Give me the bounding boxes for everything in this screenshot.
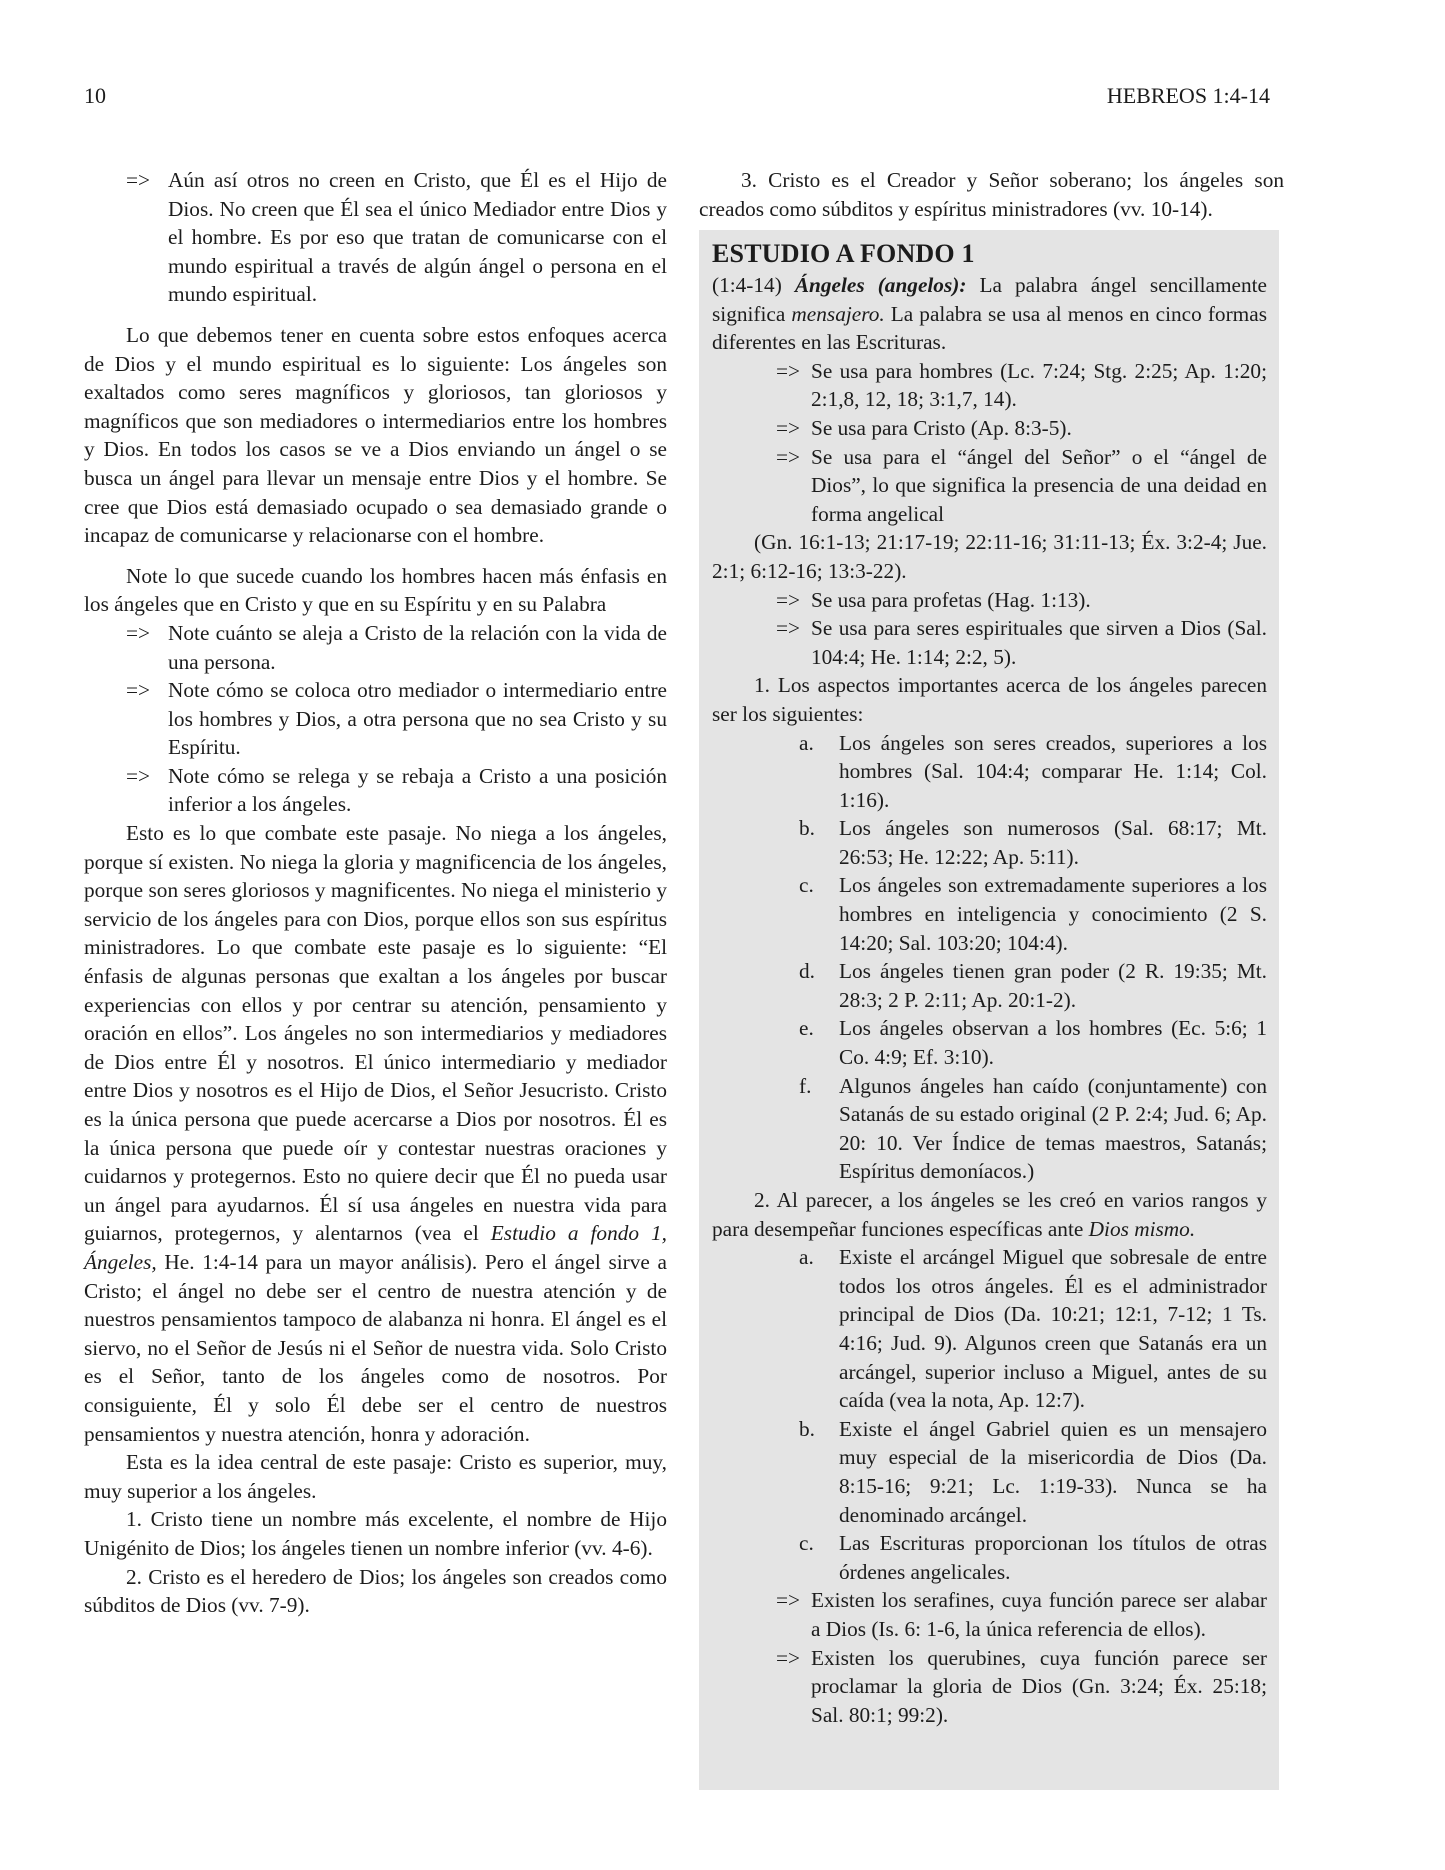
use-item-text: Se usa para Cristo (Ap. 8:3-5).: [811, 415, 1072, 440]
point-1: 1. Cristo tiene un nombre más excelente, el nombre de Hijo Unigénito de Dios; los ángeles tienen un nombre inferior (vv. 4-6).: [84, 1507, 667, 1560]
item-label: b.: [799, 1416, 815, 1441]
note-item: [84, 676, 667, 762]
arrow-symbol: =>: [776, 1588, 801, 1613]
item-label: b.: [799, 816, 815, 841]
cross-reference: Estudio a fondo 1, Ángeles,: [84, 1221, 667, 1274]
use-item: [712, 586, 1267, 615]
arrow-item: [84, 166, 667, 309]
paragraph: Lo que debemos tener en cuenta sobre estos enfoques acerca de Dios y el mundo espiritual es lo siguiente: Los ángeles son exaltados como seres magníficos y gloriosos, tan gloriosos y magníficos que son mediadores o intermediarios entre los hombres y Dios. En todos los casos se ve a Dios enviando un ángel o se busca un ángel para llevar un mensaje entre Dios y el hombre. Se cree que Dios está demasiado ocupado o sea demasiado grande o incapaz de comunicarse y relacionarse con el hombre.: [84, 322, 667, 548]
item-text: Los ángeles son seres creados, superiores a los hombres (Sal. 104:4; comparar He. 1:14; Col. 1:16).: [839, 730, 1267, 812]
aspect-item: [712, 957, 1267, 1014]
point-3: 3. Cristo es el Creador y Señor soberano; los ángeles son creados como súbditos y espíritus ministradores (vv. 10-14).: [699, 168, 1284, 221]
item-label: a.: [799, 730, 814, 755]
use-references: (Gn. 16:1-13; 21:17-19; 22:11-16; 31:11-13; Éx. 3:2-4; Jue. 2:1; 6:12-16; 13:3-22).: [712, 530, 1267, 583]
order-item: [712, 1586, 1267, 1643]
use-item: [712, 414, 1267, 443]
use-item-text: Se usa para profetas (Hag. 1:13).: [811, 587, 1091, 612]
item-text: Los ángeles son numerosos (Sal. 68:17; Mt. 26:53; He. 12:22; Ap. 5:11).: [839, 816, 1267, 869]
item-text: Los ángeles tienen gran poder (2 R. 19:35; Mt. 28:3; 2 P. 2:11; Ap. 20:1-2).: [839, 959, 1267, 1012]
paragraph: Note lo que sucede cuando los hombres hacen más énfasis en los ángeles que en Cristo y que en su Espíritu y en su Palabra: [84, 563, 667, 617]
order-item-text: Existen los querubines, cuya función parece ser proclamar la gloria de Dios (Gn. 3:24; Éx. 25:18; Sal. 80:1; 99:2).: [811, 1645, 1267, 1727]
running-title: HEBREOS 1:4-14: [1106, 83, 1270, 108]
item-text: Las Escrituras proporcionan los títulos de otras órdenes angelicales.: [839, 1531, 1267, 1584]
arrow-symbol: =>: [126, 168, 151, 192]
item-label: c.: [799, 873, 814, 898]
ranks-intro-text: 2. Al parecer, a los ángeles se les creó en varios rangos y para desempeñar funciones específicas ante: [712, 1188, 1267, 1241]
item-label: f.: [799, 1073, 812, 1098]
use-item: [712, 614, 1267, 671]
note-item: [84, 619, 667, 676]
aspect-item: [712, 1072, 1267, 1186]
arrow-symbol: =>: [126, 678, 151, 703]
study-box-definition: [712, 271, 1267, 357]
definition-italic: mensajero.: [791, 301, 885, 326]
use-item: [712, 443, 1267, 529]
item-text: Existe el ángel Gabriel quien es un mensajero muy especial de la misericordia de Dios (Da. 8:15-16; 9:21; Lc. 1:19-33). Nunca se ha denominado arcángel.: [839, 1416, 1267, 1527]
aspect-item: [712, 814, 1267, 871]
note-item-text: Note cuánto se aleja a Cristo de la relación con la vida de una persona.: [168, 620, 667, 674]
arrow-symbol: =>: [126, 763, 151, 788]
study-term: Ángeles (angelos):: [794, 273, 967, 297]
page-number: 10: [84, 83, 106, 108]
item-label: e.: [799, 1016, 814, 1041]
item-text: Existe el arcángel Miguel que sobresale de entre todos los otros ángeles. Él es el administrador principal de Dios (Da. 10:21; 12:1, 7-12; 1 Ts. 4:16; Jud. 9). Algunos creen que Satanás era un arcángel, superior incluso a Miguel, antes de su caída (vea la nota, Ap. 12:7).: [839, 1245, 1267, 1413]
arrow-item-text: Aún así otros no creen en Cristo, que Él es el Hijo de Dios. No creen que Él sea el único Mediador entre Dios y el hombre. Es por eso que tratan de comunicarse con el mundo espiritual a través de algún ángel o persona en el mundo espiritual.: [168, 168, 667, 307]
arrow-symbol: =>: [126, 620, 151, 645]
use-item-text: Se usa para el “ángel del Señor” o el “ángel de Dios”, lo que significa la presencia de una deidad en forma angelical: [811, 444, 1267, 526]
arrow-symbol: =>: [776, 444, 801, 469]
note-item-text: Note cómo se relega y se rebaja a Cristo a una posición inferior a los ángeles.: [168, 763, 667, 817]
left-column: [84, 166, 667, 1620]
paragraph: Esta es la idea central de este pasaje: Cristo es superior, muy, muy superior a los ángeles.: [84, 1450, 667, 1503]
arrow-symbol: =>: [776, 358, 801, 383]
use-item: [712, 357, 1267, 414]
arrow-symbol: =>: [776, 587, 801, 612]
definition-text: La palabra ángel sencillamente significa: [712, 273, 1267, 326]
order-item: [712, 1644, 1267, 1730]
aspect-item: [712, 729, 1267, 815]
item-text: Los ángeles observan a los hombres (Ec. 5:6; 1 Co. 4:9; Ef. 3:10).: [839, 1016, 1267, 1070]
aspect-item: [712, 1014, 1267, 1071]
item-label: c.: [799, 1531, 814, 1556]
definition-text: La palabra se usa al menos en cinco formas diferentes en las Escrituras.: [712, 301, 1267, 355]
rank-item: [712, 1243, 1267, 1415]
arrow-symbol: =>: [776, 415, 801, 440]
item-label: a.: [799, 1245, 814, 1270]
item-label: d.: [799, 959, 815, 984]
item-text: Los ángeles son extremadamente superiores a los hombres en inteligencia y conocimiento (2 S. 14:20; Sal. 103:20; 104:4).: [839, 873, 1267, 955]
right-column-intro: [699, 166, 1284, 223]
arrow-symbol: =>: [776, 1645, 801, 1670]
aspects-intro: 1. Los aspectos importantes acerca de los ángeles parecen ser los siguientes:: [712, 673, 1267, 726]
rank-item: [712, 1415, 1267, 1529]
arrow-symbol: =>: [776, 616, 801, 641]
study-box: [699, 230, 1279, 1790]
use-item-text: Se usa para seres espirituales que sirven a Dios (Sal. 104:4; He. 1:14; 2:2, 5).: [811, 616, 1267, 669]
paragraph-text: Esto es lo que combate este pasaje. No niega a los ángeles, porque sí existen. No niega la gloria y magnificencia de los ángeles, porque son seres gloriosos y magnificentes. No niega el ministerio y servicio de los ángeles para con Dios, porque ellos son sus espíritus ministradores. Lo que combate este pasaje es lo siguiente: “El énfasis de algunas personas que exaltan a los ángeles por buscar experiencias con ellos y por centrar su atención, pensamiento y oración en ellos”. Los ángeles no son intermediarios y mediadores de Dios entre Él y nosotros. El único intermediario y mediador entre Dios y nosotros es el Hijo de Dios, el Señor Jesucristo. Cristo es la única persona que puede acercarse a Dios por nosotros. Él es la única persona que puede oír y contestar nuestras oraciones y cuidarnos y protegernos. Esto no quiere decir que Él no pueda usar un ángel para ayudarnos. Él sí usa ángeles en nuestra vida para guiarnos, protegernos, y alentarnos (vea el: [84, 821, 667, 1246]
study-ref: (1:4-14): [712, 273, 795, 297]
point-2: 2. Cristo es el heredero de Dios; los ángeles son creados como súbditos de Dios (vv. 7-9).: [84, 1564, 667, 1618]
study-box-title: ESTUDIO A FONDO 1: [712, 239, 975, 268]
paragraph-text: He. 1:4-14 para un mayor análisis). Pero el ángel sirve a Cristo; el ángel no debe ser el centro de nuestra atención y de nuestros pensamientos tampoco de alabanza ni honra. El ángel es el siervo, no el Señor de Jesús ni el Señor de nuestra vida. Solo Cristo es el Señor, tanto de los ángeles como de nosotros. Por consiguiente, Él y solo Él debe ser el centro de nuestros pensamientos y nuestra atención, honra y adoración.: [84, 1249, 667, 1446]
note-item: [84, 762, 667, 819]
item-text: Algunos ángeles han caído (conjuntamente) con Satanás de su estado original (2 P. 2:4; Jud. 6; Ap. 20: 10. Ver Índice de temas maestros, Satanás; Espíritus demoníacos.): [839, 1073, 1267, 1184]
paragraph: [84, 819, 667, 1448]
use-item-text: Se usa para hombres (Lc. 7:24; Stg. 2:25; Ap. 1:20; 2:1,8, 12, 18; 3:1,7, 14).: [811, 358, 1267, 412]
order-item-text: Existen los serafines, cuya función parece ser alabar a Dios (Is. 6: 1-6, la única referencia de ellos).: [811, 1588, 1267, 1641]
note-item-text: Note cómo se coloca otro mediador o intermediario entre los hombres y Dios, a otra persona que no sea Cristo y su Espíritu.: [168, 678, 667, 760]
ranks-intro: [712, 1186, 1267, 1243]
aspect-item: [712, 871, 1267, 957]
rank-item: [712, 1529, 1267, 1586]
ranks-intro-italic: Dios mismo.: [1088, 1216, 1196, 1241]
